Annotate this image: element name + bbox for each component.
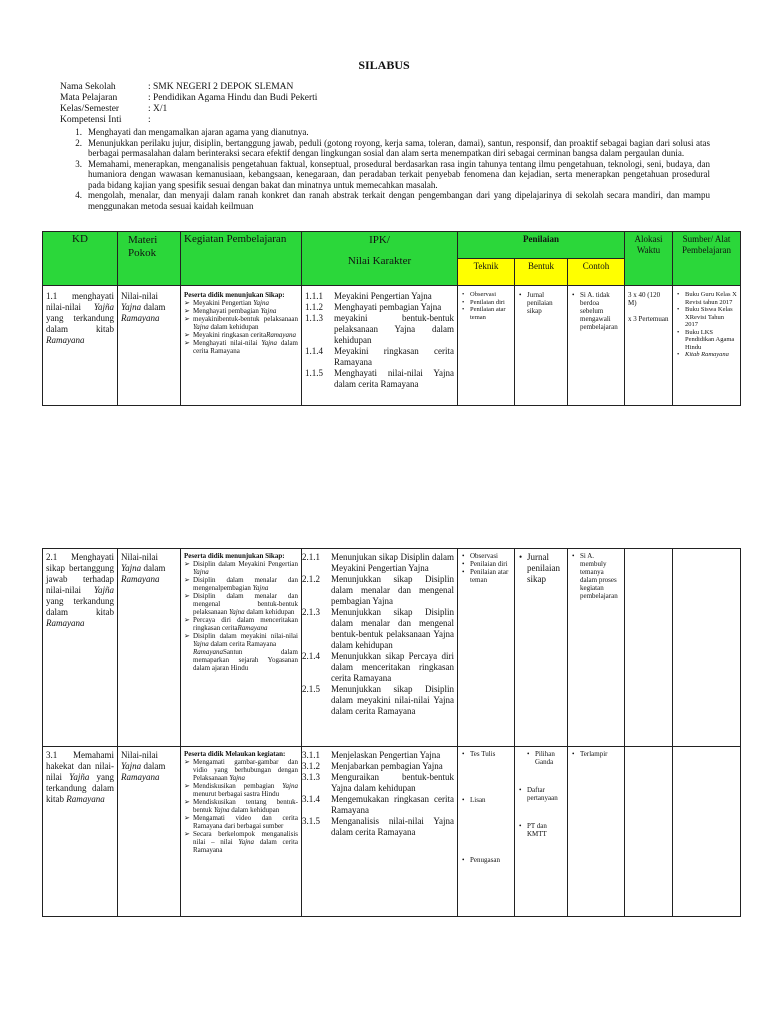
list-item	[184, 758, 298, 782]
ipk-text: Mengemukakan ringkasan cerita Ramayana	[331, 794, 454, 815]
ipk-item	[305, 346, 454, 368]
materi-text: dalam	[141, 761, 166, 771]
item-italic: Yajna	[229, 774, 246, 782]
materi-italic: Ramayana	[121, 574, 160, 584]
list-item	[184, 307, 298, 315]
kegiatan-list	[184, 758, 298, 854]
ipk-number: 3.1.4	[302, 794, 320, 804]
item-text: Menghayati nilai-nilai	[193, 339, 262, 347]
item-italic: Yajna	[213, 806, 230, 814]
item-italic: Yajna	[253, 299, 269, 307]
kompetensi-inti-list	[60, 127, 710, 211]
list-item: • Si A. membuly temanya dalam proses kegiatan pembelajaran	[571, 552, 621, 600]
col-teknik: Teknik	[458, 259, 515, 286]
ipk-text: Meyakini ringkasan cerita Ramayana	[334, 346, 454, 367]
kd-text: 2.1 Menghayati sikap bertanggung jawab terhadap nilai-nilai	[46, 552, 114, 595]
ki-number: 1.	[75, 127, 82, 137]
ipk-text: Menghayati nilai-nilai Yajna dalam cerita Ramayana	[334, 368, 454, 389]
contoh-list	[571, 552, 621, 600]
meta-row	[60, 115, 317, 126]
item-text: Disiplin dalam menalar dan mengenalpembagian	[193, 576, 298, 592]
item-text: Menghayati pembagian	[193, 307, 261, 315]
bentuk-list	[518, 291, 564, 315]
kegiatan-heading: Peserta didik menunjukan Sikap:	[184, 291, 285, 299]
ki-text: mengolah, menalar, dan menyaji dalam ranah konkret dan ranah abstrak terkait dengan pengembangan dari yang dipelajarinya di sekolah secara mandiri, dan mampu menggunakan metoda sesuai kaidah keilmuan	[88, 190, 710, 211]
item-italic: Yajna	[193, 640, 209, 648]
kd-italic: Yajña	[93, 302, 114, 312]
list-item	[184, 814, 298, 830]
list-item	[184, 331, 298, 339]
sumber-cell	[673, 549, 741, 747]
materi-text: Nilai-nilai	[121, 552, 158, 562]
col-ipk	[302, 232, 458, 286]
table-row	[43, 549, 741, 747]
ki-item	[60, 138, 710, 159]
ipk-item	[302, 750, 454, 761]
item-text: Mengamati gambar-gambar dan vidio yang berhubungan dengan Pelaksanaan	[193, 758, 298, 782]
list-item: • PT dan KMTT	[518, 822, 564, 838]
col-sumber: Sumber/ Alat Pembelajaran	[673, 232, 741, 286]
list-item	[184, 560, 298, 576]
item-text: Disiplin dalam meyakini nilai-nilai	[193, 632, 298, 640]
item-text: dalam cerita Ramayana	[193, 339, 298, 355]
ki-item	[60, 190, 710, 211]
item-italic: Ramayana	[193, 648, 223, 656]
materi-italic: Yajna	[121, 563, 142, 573]
ipk-item	[302, 607, 454, 651]
kd-text: 3.1 Memahami hakekat dan nilai-nilai	[46, 750, 114, 782]
meta-key: Nama Sekolah	[60, 82, 116, 92]
item-italic: Yajna	[282, 782, 298, 790]
teknik-cell	[458, 747, 515, 917]
ki-number: 2.	[75, 137, 82, 148]
ipk-item	[302, 772, 454, 794]
table-row	[43, 747, 741, 917]
ipk-number: 2.1.5	[302, 684, 320, 694]
contoh-cell	[568, 747, 625, 917]
list-item: • Observasi	[461, 291, 511, 299]
teknik-list	[461, 552, 511, 584]
ki-number: 3.	[75, 158, 82, 169]
teknik-list	[461, 750, 511, 864]
ipk-number: 1.1.1	[305, 291, 323, 301]
ipk-heading: IPK/	[369, 234, 390, 246]
list-item	[184, 830, 298, 854]
item-italic: Yajna	[238, 838, 255, 846]
bentuk-cell	[515, 286, 568, 406]
item-text: menurut berbagai sastra Hindu	[193, 790, 280, 798]
ipk-number: 2.1.4	[302, 651, 320, 661]
bentuk-cell	[515, 747, 568, 917]
kd-cell	[43, 549, 118, 747]
bentuk-list	[518, 750, 564, 838]
ki-text: Menghayati dan mengamalkan ajaran agama yang dianutnya.	[88, 127, 309, 137]
ki-text: Memahami, menerapkan, menganalisis pengetahuan faktual, konseptual, prosedural berdasarkan rasa ingin tahunya tentang ilmu pengetahuan, teknologi, seni, budaya, dan humaniora dengan wawasan kemanusiaan, kebangsaan, kenegaraan, dan peradaban terkait penyebab fenomena dan kejadian, serta menerapkan pengetahuan prosedural pada bidang kajian yang spesifik sesuai dengan bakat dan minatnya untuk memecahkan masalah.	[88, 158, 710, 190]
kegiatan-list	[184, 299, 298, 355]
page-title: SILABUS	[358, 58, 410, 72]
list-item: • Jurnal penilaian sikap	[518, 552, 564, 585]
meta-row	[60, 93, 317, 104]
list-item: • Buku Guru Kelas X Revisi tahun 2017	[676, 291, 737, 306]
item-italic: Yajna	[260, 307, 277, 315]
meta-key: Mata Pelajaran	[60, 93, 118, 103]
teknik-cell	[458, 286, 515, 406]
kd-italic: Ramayana	[46, 618, 85, 628]
contoh-list	[571, 750, 621, 758]
sumber-cell	[673, 747, 741, 917]
kd-text: yang terkandung dalam kitab	[46, 772, 114, 804]
item-italic: Yajna	[228, 608, 245, 616]
alokasi-cell	[625, 286, 673, 406]
list-item: • Buku Siswa Kelas XRevisi Tahun 2017	[676, 306, 737, 329]
col-bentuk: Bentuk	[515, 259, 568, 286]
ipk-item	[305, 291, 454, 302]
materi-cell	[118, 286, 181, 406]
materi-text: Nilai-nilai	[121, 291, 158, 301]
ipk-item	[302, 574, 454, 607]
meta-key: Kompetensi Inti	[60, 115, 122, 125]
ipk-text: Menunjukkan sikap Disiplin dalam meyakini nilai-nilai Yajna dalam cerita Ramayana	[331, 684, 454, 716]
ipk-item	[305, 313, 454, 346]
ipk-item	[302, 651, 454, 684]
kd-italic: Ramayana	[66, 794, 105, 804]
materi-text: dalam	[141, 563, 166, 573]
kd-text: 1.1 menghayati nilai-nilai	[46, 291, 114, 312]
item-text: dalam cerita Ramayana	[193, 838, 298, 854]
ipk-item	[302, 552, 454, 574]
ipk-text: Menunjukkan sikap Percaya diri dalam menceritakan ringkasan cerita Ramayana	[331, 651, 454, 683]
ki-item	[60, 159, 710, 191]
meta-value: : Pendidikan Agama Hindu dan Budi Pekerti	[148, 93, 318, 103]
ipk-item	[302, 761, 454, 772]
contoh-cell	[568, 286, 625, 406]
sumber-cell	[673, 286, 741, 406]
item-text: dalam cerita Ramayana	[208, 640, 277, 648]
ipk-text: Menghayati pembagian Yajna	[334, 302, 442, 312]
list-item	[184, 576, 298, 592]
ipk-number: 1.1.3	[305, 313, 323, 323]
list-item: • Pilihan Ganda	[526, 750, 564, 766]
materi-cell	[118, 549, 181, 747]
materi-text: Nilai-nilai	[121, 750, 158, 760]
item-text: dalam kehidupan	[208, 323, 259, 331]
kd-text: yang terkandung dalam kitab	[46, 596, 114, 617]
alokasi-meetings: x 3 Pertemuan	[628, 315, 669, 323]
materi-italic: Yajna	[121, 761, 142, 771]
kd-text: yang terkandung dalam kitab	[46, 313, 114, 334]
col-contoh: Contoh	[568, 259, 625, 286]
ipk-text: Menunjukan sikap Disiplin dalam Meyakini Pengertian Yajna	[331, 552, 454, 573]
list-item: • Penilaian diri	[461, 299, 511, 307]
col-kegiatan: Kegiatan Pembelajaran	[181, 232, 302, 286]
kegiatan-heading: Peserta didik menunjukan Sikap:	[184, 552, 285, 560]
materi-cell	[118, 747, 181, 917]
ki-text: Menunjukkan perilaku jujur, disiplin, bertanggung jawab, peduli (gotong royong, kerja sama, toleran, damai), santun, responsif, dan proaktif sebagai bagian dari solusi atas berbagai permasalahan dalam berinteraksi secara efektif dengan lingkungan sosial dan alam serta menempatkan diri sebagai cerminan bangsa dalam pergaulan dunia.	[88, 137, 710, 158]
kd-italic: Yajña	[69, 772, 90, 782]
item-text: Meyakini ringkasan cerita	[193, 331, 267, 339]
item-italic: Ramayana	[237, 624, 268, 632]
materi-italic: Yajna	[121, 302, 142, 312]
ipk-item	[302, 794, 454, 816]
item-text: dalam kehidupan	[244, 608, 295, 616]
list-item	[676, 351, 737, 359]
ipk-number: 2.1.3	[302, 607, 320, 617]
kegiatan-heading: Peserta didik Melaukan kegiatan:	[184, 750, 286, 758]
list-item	[184, 616, 298, 632]
item-text: Mendiskusikan tentang bentuk-bentuk	[193, 798, 298, 814]
list-item: • Buku LKS Pendidikan Agama Hindu	[676, 329, 737, 352]
identity-block	[60, 82, 317, 126]
ipk-item	[305, 302, 454, 313]
meta-value: : X/1	[148, 104, 168, 114]
ki-number: 4.	[75, 190, 82, 200]
list-item: • Si A. tidak berdoa sebelum mengawali pembelajaran	[571, 291, 621, 331]
ipk-cell	[302, 549, 458, 747]
ipk-number: 2.1.2	[302, 574, 320, 584]
alokasi-cell	[625, 747, 673, 917]
bentuk-cell	[515, 549, 568, 747]
ipk-number: 3.1.1	[302, 750, 320, 760]
alokasi-cell	[625, 549, 673, 747]
col-materi: Materi Pokok	[118, 232, 181, 286]
kegiatan-cell	[181, 549, 302, 747]
ipk-text: Menguraikan bentuk-bentuk Yajna dalam kehidupan	[331, 772, 454, 793]
item-italic: Ramayana	[266, 331, 297, 339]
item-italic: Yajna	[193, 568, 209, 576]
ipk-text: Meyakini Pengertian Yajna	[334, 291, 432, 301]
meta-row	[60, 104, 317, 115]
sumber-list	[676, 291, 737, 359]
list-item	[184, 299, 298, 307]
item-text: Percaya diri dalam menceritakan ringkasan cerita	[193, 616, 298, 632]
karakter-heading: Nilai Karakter	[347, 255, 412, 267]
ipk-number: 3.1.5	[302, 816, 320, 826]
list-item: • Penilaian atar teman	[461, 306, 511, 321]
syllabus-table-bottom	[42, 548, 741, 917]
kd-italic: Ramayana	[46, 335, 85, 345]
list-item: • Penugasan	[461, 856, 511, 864]
item-text: dalam kehidupan	[229, 806, 280, 814]
kegiatan-cell	[181, 286, 302, 406]
list-item	[184, 782, 298, 798]
ipk-cell	[302, 286, 458, 406]
kegiatan-list	[184, 560, 298, 672]
list-item: • Penilaian atar teman	[461, 568, 511, 584]
item-italic: Kitab Ramayana	[685, 351, 729, 358]
materi-italic: Ramayana	[121, 313, 160, 323]
item-text: Santun dalam memaparkan sejarah Yogasanan dalam ajaran Hindu	[193, 648, 298, 672]
ipk-text: Menunjukkan sikap Disiplin dalam menalar dan mengenal pembagian Yajna	[331, 574, 454, 606]
ipk-text: Menunjukkan sikap Disiplin dalam menalar dan mengenal bentuk-bentuk pelaksanaan Yajna dalam kehidupan	[331, 607, 454, 650]
ipk-item	[305, 368, 454, 390]
meta-row	[60, 82, 317, 93]
bentuk-list	[518, 552, 564, 585]
kd-italic: Yajña	[93, 585, 114, 595]
list-item	[184, 339, 298, 355]
list-item: • Penilaian diri	[461, 560, 511, 568]
item-text: meyakinibentuk-bentuk pelaksanaan	[193, 315, 298, 323]
item-italic: Yajna	[261, 339, 278, 347]
materi-italic: Ramayana	[121, 772, 160, 782]
teknik-list	[461, 291, 511, 321]
item-italic: Yajna	[252, 584, 269, 592]
col-penilaian: Penilaian	[458, 232, 625, 259]
ki-item	[60, 127, 710, 138]
item-text: Meyakini Pengertian	[193, 299, 254, 307]
ipk-number: 3.1.2	[302, 761, 320, 771]
ipk-number: 1.1.2	[305, 302, 323, 312]
list-item	[184, 632, 298, 672]
col-alokasi: Alokasi Waktu	[625, 232, 673, 286]
item-text: Secara berkelompok menganalisis nilai – nilai	[193, 830, 298, 846]
list-item: • Jurnal penilaian sikap	[518, 291, 564, 315]
ipk-item	[302, 816, 454, 838]
meta-key: Kelas/Semester	[60, 104, 120, 114]
ipk-text: meyakini bentuk-bentuk pelaksanaan Yajna dalam kehidupan	[334, 313, 454, 345]
meta-value: :	[148, 115, 151, 125]
list-item	[184, 592, 298, 616]
list-item	[184, 798, 298, 814]
table-row	[43, 286, 741, 406]
item-text: Mengamati video dan cerita Ramayana dari berbagai sumber	[193, 814, 298, 830]
kegiatan-cell	[181, 747, 302, 917]
item-text: Mendiskusikan pembagian	[193, 782, 283, 790]
ipk-cell	[302, 747, 458, 917]
list-item: • Lisan	[461, 796, 511, 804]
ipk-number: 2.1.1	[302, 552, 320, 562]
ipk-number: 1.1.5	[305, 368, 323, 378]
ipk-text: Menjelaskan Pengertian Yajna	[331, 750, 441, 760]
item-text: Disiplin dalam Meyakini Pengertian	[193, 560, 298, 568]
teknik-cell	[458, 549, 515, 747]
ipk-text: Menjabarkan pembagian Yajna	[331, 761, 443, 771]
item-italic: Yajna	[193, 323, 209, 331]
list-item: • Terlampir	[571, 750, 621, 758]
contoh-cell	[568, 549, 625, 747]
list-item: • Observasi	[461, 552, 511, 560]
item-text: Disiplin dalam menalar dan mengenal bentuk-bentuk pelaksanaan	[193, 592, 298, 616]
kd-cell	[43, 286, 118, 406]
col-kd: KD	[43, 232, 118, 286]
list-item: • Daftar pertanyaan	[518, 786, 564, 802]
ipk-text: Menganalisis nilai-nilai Yajna dalam cerita Ramayana	[331, 816, 454, 837]
meta-value: : SMK NEGERI 2 DEPOK SLEMAN	[148, 82, 294, 92]
syllabus-table-top	[42, 231, 741, 406]
list-item: • Tes Tulis	[461, 750, 511, 758]
list-item	[184, 315, 298, 331]
contoh-list	[571, 291, 621, 331]
ipk-item	[302, 684, 454, 717]
ipk-number: 3.1.3	[302, 772, 320, 782]
alokasi-time: 3 x 40 (120 M)	[628, 291, 661, 307]
kd-cell	[43, 747, 118, 917]
ipk-number: 1.1.4	[305, 346, 323, 356]
materi-text: dalam	[141, 302, 166, 312]
